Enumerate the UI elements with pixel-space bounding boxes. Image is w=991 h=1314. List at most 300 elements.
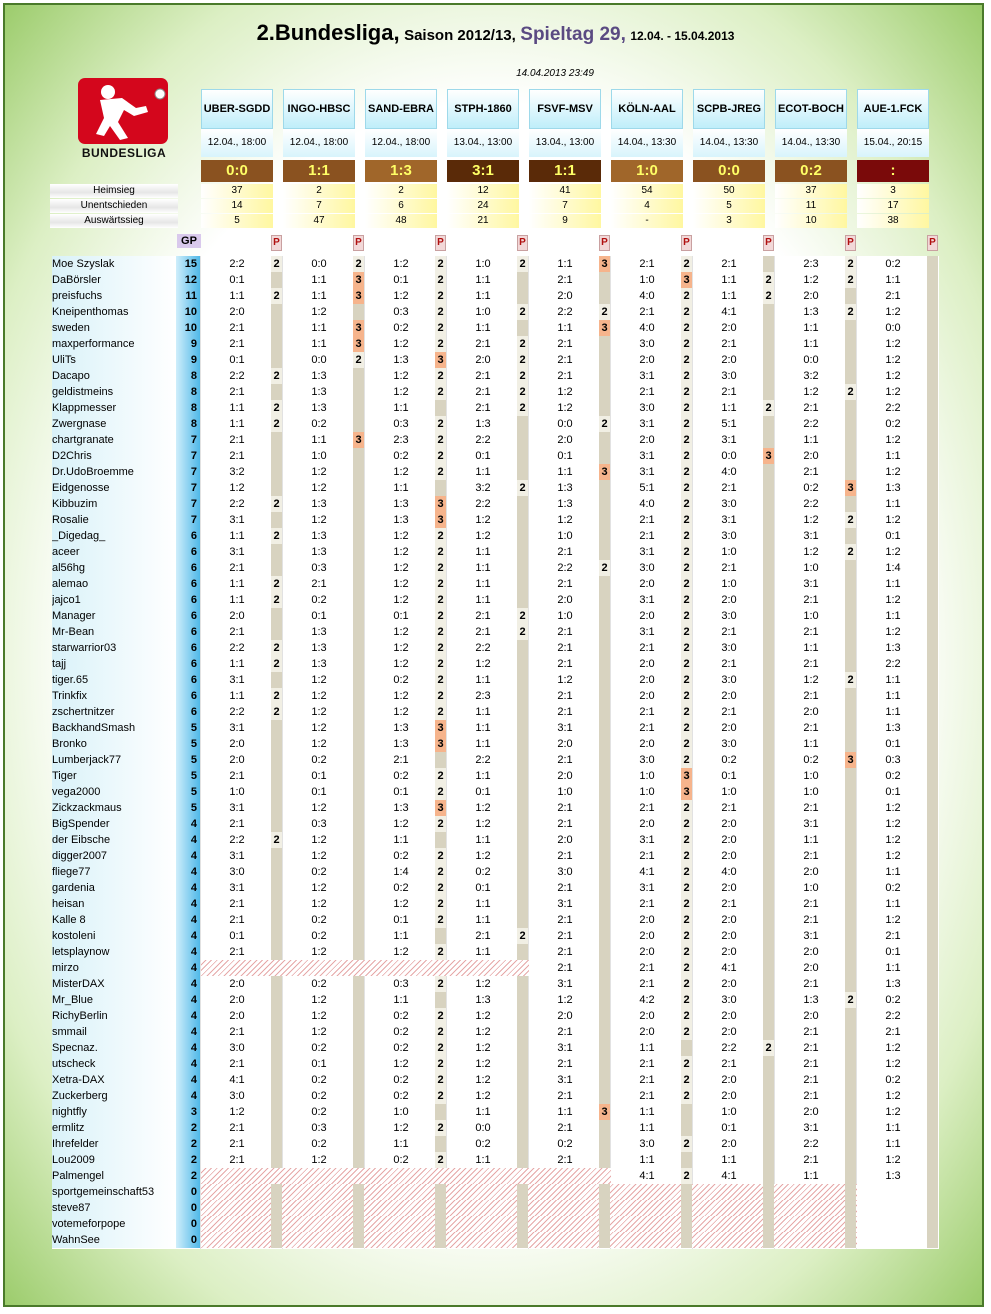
tip-points: 3 [845,752,856,768]
tip-cell: 2:2 [229,498,245,510]
tip-cell: 2:1 [803,978,819,990]
draw-count: 14 [201,199,273,213]
tip-points: 2 [681,432,692,448]
tip-points [517,448,528,464]
tip-cell: 2:1 [639,642,655,654]
tip-points: 2 [681,944,692,960]
tip-cell: 2:0 [721,1090,737,1102]
tip-cell: 1:1 [803,834,819,846]
tip-cell: 2:1 [721,386,737,398]
tip-cell: 1:2 [557,402,573,414]
tip-cell: 2:2 [229,370,245,382]
tip-cell: 2:1 [803,626,819,638]
tip-points [599,704,610,720]
tip-points [599,912,610,928]
tip-cell: 4:1 [721,1170,737,1182]
tip-cell: 1:3 [393,514,409,526]
tip-cell: 3:1 [639,834,655,846]
tip-points [845,976,856,992]
tip-points: 2 [681,880,692,896]
tip-cell: 1:2 [311,482,327,494]
tip-cell: 0:0 [311,258,327,270]
tip-cell: 4:0 [639,322,655,334]
tip-points [927,944,938,960]
tip-points [927,432,938,448]
tip-points [927,1168,938,1184]
tip-cell: 2:1 [803,690,819,702]
tip-cell: 2:0 [557,290,573,302]
tip-points [517,1088,528,1104]
tip-points [763,992,774,1008]
tip-cell: 2:1 [557,1122,573,1134]
tip-points [763,688,774,704]
tip-points [353,496,364,512]
tip-points [353,464,364,480]
tip-points: 2 [681,288,692,304]
tip-cell: 2:1 [229,1138,245,1150]
draw-count: 6 [365,199,437,213]
home-win-count: 50 [693,184,765,198]
tip-points [271,784,282,800]
tip-cell: 1:2 [475,514,491,526]
tip-cell: 2:1 [803,1154,819,1166]
tip-cell: 2:1 [721,1058,737,1070]
tip-points [271,1088,282,1104]
tip-cell: 0:2 [885,994,901,1006]
tip-points [845,1088,856,1104]
match-score: 1:3 [365,160,437,182]
player-points: 4 [176,832,200,848]
tip-cell: 1:1 [803,1170,819,1182]
tip-cell: 2:0 [557,594,573,606]
tip-cell: 1:3 [311,642,327,654]
player-name: heisan [52,896,176,912]
player-name: D2Chris [52,448,176,464]
tip-points: 2 [517,304,528,320]
tip-points: 2 [681,1136,692,1152]
player-name: Kneipenthomas [52,304,176,320]
tip-cell: 3:1 [229,546,245,558]
player-points: 2 [176,1136,200,1152]
player-points: 6 [176,608,200,624]
tip-points: 2 [271,576,282,592]
tip-cell: 3:0 [721,738,737,750]
match-date: 14.04., 13:30 [693,129,765,157]
tip-points [681,1200,692,1216]
tip-points [353,368,364,384]
tip-points: 2 [435,288,446,304]
tip-points [353,880,364,896]
player-points: 9 [176,352,200,368]
tip-points [763,752,774,768]
match-code: SAND-EBRA [365,89,437,129]
tip-points [845,848,856,864]
tip-cell: 1:2 [311,994,327,1006]
tip-cell: 1:2 [393,626,409,638]
tip-points: 3 [435,720,446,736]
tip-points: 2 [435,1072,446,1088]
tip-cell: 2:0 [721,722,737,734]
tip-points [435,1200,446,1216]
tip-points [599,640,610,656]
tip-cell: 2:1 [475,610,491,622]
tip-points: 2 [435,368,446,384]
tip-cell: 1:2 [393,706,409,718]
tip-cell: 1:2 [475,1010,491,1022]
tip-points [927,784,938,800]
tip-cell: 3:1 [229,514,245,526]
tip-cell: 1:1 [885,962,901,974]
tip-points [927,1088,938,1104]
tip-points [353,1024,364,1040]
tip-cell: 1:1 [475,770,491,782]
match-code: SCPB-JREG [693,89,765,129]
tip-cell: 1:4 [393,866,409,878]
tip-points [599,432,610,448]
match-score: 0:0 [201,160,273,182]
tip-cell: 2:1 [803,594,819,606]
tip-points [271,944,282,960]
tip-cell: 2:1 [229,1026,245,1038]
tip-points [763,816,774,832]
tip-points: 2 [681,560,692,576]
tip-points [681,1216,692,1232]
home-win-count: 37 [775,184,847,198]
player-points: 6 [176,528,200,544]
tip-points: 2 [435,1056,446,1072]
tip-points [763,592,774,608]
tip-points [517,272,528,288]
tip-points [763,864,774,880]
tip-points [763,608,774,624]
tip-points [845,656,856,672]
tip-cell: 2:1 [557,642,573,654]
tip-cell: 1:1 [639,1154,655,1166]
tip-cell: 1:1 [311,290,327,302]
tip-points [353,1200,364,1216]
tip-points [927,848,938,864]
tip-points [599,1088,610,1104]
tip-cell: 1:2 [885,338,901,350]
tip-cell: 0:2 [885,258,901,270]
match-code: FSVF-MSV [529,89,601,129]
tip-points [353,1136,364,1152]
tip-cell: 2:1 [803,850,819,862]
tip-cell: 3:0 [721,642,737,654]
tip-cell: 2:1 [229,626,245,638]
tip-cell: 3:1 [803,1122,819,1134]
tip-points [271,304,282,320]
tip-cell: 2:1 [557,802,573,814]
tip-points: 2 [517,336,528,352]
tip-cell: 2:0 [639,690,655,702]
player-points: 8 [176,400,200,416]
player-name: preisfuchs [52,288,176,304]
tip-points: 2 [271,688,282,704]
tip-cell: 1:1 [803,322,819,334]
tip-cell: 2:1 [557,882,573,894]
tip-points [845,624,856,640]
tip-cell: 2:1 [721,562,737,574]
tip-cell: 0:1 [229,930,245,942]
tip-cell: 1:3 [311,658,327,670]
tip-points [927,1104,938,1120]
tip-points [927,496,938,512]
player-name: aceer [52,544,176,560]
tip-points: 2 [845,672,856,688]
tip-points [353,1216,364,1232]
tip-points [271,976,282,992]
tip-points [845,1184,856,1200]
tip-cell: 2:1 [557,370,573,382]
tip-points: 2 [435,784,446,800]
tip-points [271,384,282,400]
tip-points [271,752,282,768]
draw-count: 11 [775,199,847,213]
player-name: Manager [52,608,176,624]
tip-cell: 3:0 [639,754,655,766]
home-win-count: 41 [529,184,601,198]
tip-cell: 2:0 [721,1138,737,1150]
player-name: utscheck [52,1056,176,1072]
tip-cell: 1:1 [475,578,491,590]
tip-points [927,656,938,672]
tip-points: 2 [435,816,446,832]
tip-cell: 2:1 [721,258,737,270]
player-name: Palmengel [52,1168,176,1184]
tip-points: 2 [435,448,446,464]
tip-cell: 1:2 [393,370,409,382]
tip-points [763,368,774,384]
tip-cell: 1:2 [475,802,491,814]
tip-points [517,416,528,432]
tip-cell: 1:1 [885,450,901,462]
player-points: 10 [176,304,200,320]
tip-points: 2 [681,624,692,640]
tip-cell: 1:1 [557,258,573,270]
tip-points [927,416,938,432]
player-points: 4 [176,864,200,880]
away-win-count: 47 [283,214,355,228]
tip-cell: 0:2 [393,850,409,862]
tip-points [353,416,364,432]
player-points: 4 [176,1088,200,1104]
tip-points [599,864,610,880]
tip-cell: 1:1 [475,722,491,734]
tip-points [517,784,528,800]
tip-points [599,384,610,400]
tip-points [763,672,774,688]
tip-points [927,1008,938,1024]
tip-cell: 1:2 [557,674,573,686]
player-name: Eidgenosse [52,480,176,496]
tip-cell: 2:1 [803,898,819,910]
tip-cell: 1:2 [885,594,901,606]
tip-cell: 1:1 [475,834,491,846]
tip-cell: 0:2 [311,1106,327,1118]
tip-points [353,864,364,880]
player-points: 0 [176,1184,200,1200]
tip-points: 2 [435,576,446,592]
tip-points: 2 [681,816,692,832]
tip-points [763,880,774,896]
tip-points [845,1040,856,1056]
draw-count: 7 [283,199,355,213]
tip-cell: 2:1 [721,658,737,670]
tip-cell: 2:0 [229,994,245,1006]
tip-cell: 2:1 [557,338,573,350]
tip-cell: 1:2 [393,690,409,702]
tip-points: 2 [435,704,446,720]
tip-cell: 2:0 [803,290,819,302]
season-label: Saison 2012/13, [404,27,516,44]
tip-cell: 0:2 [475,866,491,878]
tip-cell: 1:3 [311,546,327,558]
tip-points [763,1072,774,1088]
tip-cell: 2:0 [229,1010,245,1022]
tip-points: 2 [435,1152,446,1168]
tip-points [927,768,938,784]
player-points: 5 [176,720,200,736]
tip-points [353,480,364,496]
tip-points: 2 [681,1024,692,1040]
player-points: 6 [176,656,200,672]
tip-cell: 0:0 [721,450,737,462]
tip-points: 2 [681,976,692,992]
date-range: 12.04. - 15.04.2013 [630,29,735,43]
tip-cell: 2:0 [639,946,655,958]
tip-cell: 2:0 [721,946,737,958]
tip-points: 2 [435,880,446,896]
tip-cell: 2:1 [803,1042,819,1054]
tip-points [517,848,528,864]
match-date: 15.04., 20:15 [857,129,929,157]
tip-points: 2 [435,1088,446,1104]
tip-cell: 3:0 [639,402,655,414]
tip-points [599,336,610,352]
tip-cell: 1:1 [557,1106,573,1118]
player-name: BackhandSmash [52,720,176,736]
tip-cell: 1:3 [803,306,819,318]
tip-cell: 2:0 [721,882,737,894]
tip-cell: 2:2 [475,642,491,654]
tip-points [763,432,774,448]
player-points: 0 [176,1232,200,1248]
tip-points [599,608,610,624]
tip-points: 3 [763,448,774,464]
tip-cell: 2:0 [639,1010,655,1022]
tip-cell: 2:2 [803,1138,819,1150]
tip-points: 2 [435,320,446,336]
tip-cell: 1:2 [311,1010,327,1022]
away-win-count: 48 [365,214,437,228]
tip-cell: 2:3 [803,258,819,270]
tip-cell: 1:2 [803,386,819,398]
tip-cell: 1:3 [885,642,901,654]
tip-points [599,848,610,864]
tip-points [599,288,610,304]
tip-cell: 0:2 [311,418,327,430]
tip-points [599,736,610,752]
tip-points [353,304,364,320]
tip-cell: 2:0 [229,978,245,990]
tip-points [845,496,856,512]
tip-points [353,1232,364,1248]
tip-cell: 2:0 [639,578,655,590]
tip-points [435,992,446,1008]
tip-cell: 2:0 [721,930,737,942]
tip-cell: 2:1 [311,578,327,590]
tip-cell: 0:3 [393,418,409,430]
tip-points [927,288,938,304]
tip-points [599,480,610,496]
tip-points [435,1104,446,1120]
tip-points: 2 [599,416,610,432]
player-name: vega2000 [52,784,176,800]
tip-points: 2 [681,400,692,416]
tip-cell: 2:1 [475,386,491,398]
tip-points: 2 [681,384,692,400]
tip-cell: 2:0 [229,738,245,750]
tip-cell: 3:1 [803,930,819,942]
tip-cell: 2:0 [721,594,737,606]
tip-cell: 1:2 [311,834,327,846]
home-win-count: 2 [283,184,355,198]
points-column-header: P [599,235,610,251]
tip-cell: 2:1 [475,930,491,942]
tip-cell: 0:1 [311,770,327,782]
tip-points [599,1136,610,1152]
tip-points [599,496,610,512]
tip-cell: 2:2 [885,658,901,670]
tip-points: 2 [435,464,446,480]
tip-points [763,784,774,800]
tip-cell: 2:1 [639,1074,655,1086]
tip-cell: 3:1 [639,546,655,558]
tip-points [271,320,282,336]
tip-cell: 1:2 [311,706,327,718]
tip-points [763,464,774,480]
tip-points [599,512,610,528]
tip-cell: 1:3 [393,354,409,366]
tip-cell: 2:1 [557,930,573,942]
tip-cell: 1:1 [229,658,245,670]
tip-points [763,1200,774,1216]
tip-points [763,416,774,432]
tip-cell: 3:0 [721,530,737,542]
tip-cell: 1:2 [885,834,901,846]
tip-points [599,1232,610,1248]
player-name: Zuckerberg [52,1088,176,1104]
tip-cell: 1:1 [229,578,245,590]
tip-points: 3 [599,464,610,480]
tip-cell: 1:2 [557,386,573,398]
tip-cell: 2:1 [557,706,573,718]
tip-points [271,1200,282,1216]
tip-points [517,832,528,848]
tip-cell: 1:1 [885,706,901,718]
player-points: 3 [176,1104,200,1120]
tip-points: 2 [435,384,446,400]
tip-cell: 2:0 [721,354,737,366]
tip-points [927,1232,938,1248]
tip-points [763,576,774,592]
tip-cell: 1:2 [475,1026,491,1038]
tip-points: 2 [681,896,692,912]
tip-cell: 1:2 [885,1042,901,1054]
tip-points: 2 [681,640,692,656]
tip-cell: 0:2 [311,1074,327,1086]
